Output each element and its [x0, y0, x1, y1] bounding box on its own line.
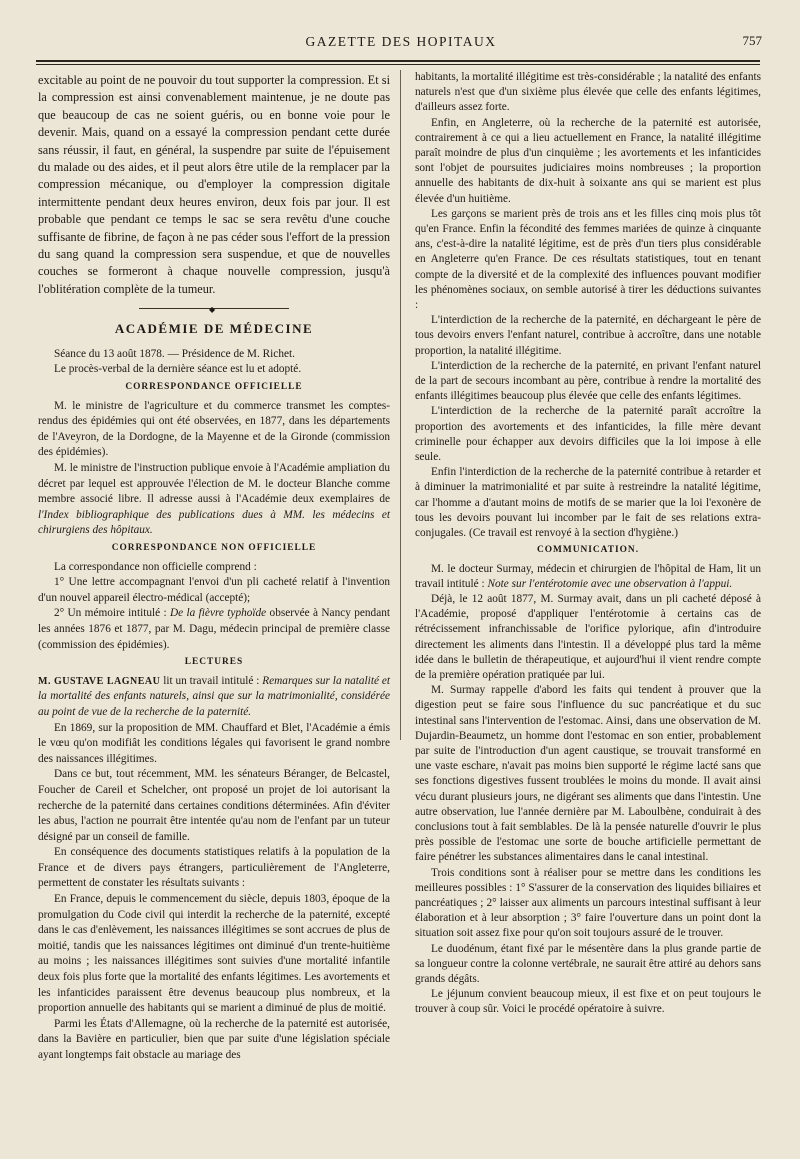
- unofficial-item-2-b: observée à Nancy pendant les années 1876 et 1877, par M. Dagu, médecin principal de première classe (commission des épidémies).: [38, 607, 390, 651]
- right-column: [415, 70, 761, 1018]
- reading-paragraph-2: En 1869, sur la proposition de MM. Chauffard et Blet, l'Académie a émis le vœu qu'on modifiât les conditions légales qui favorisent le grand nombre des naissances illégitimes.: [38, 721, 390, 765]
- page-number: 757: [742, 33, 762, 48]
- communication-paragraph-1-a: M. le docteur Surmay, médecin et chirurgien de l'hôpital de Ham, lit un travail intitulé :: [415, 562, 761, 590]
- communication-paragraph-1: [415, 562, 761, 592]
- header-rule-thin: [36, 64, 760, 65]
- note-title: Note sur l'entérotomie avec une observation à l'appui.: [487, 577, 733, 590]
- unofficial-heading: CORRESPONDANCE NON OFFICIELLE: [111, 543, 317, 553]
- unofficial-item-1: 1° Une lettre accompagnant l'envoi d'un pli cacheté relatif à l'invention d'un nouvel appareil électro-médical (accepté);: [38, 576, 390, 604]
- unofficial-intro: La correspondance non officielle comprend :: [54, 560, 257, 573]
- reading-paragraph-4: En conséquence des documents statistiques relatifs à la population de la France et de divers pays étrangers, particulièrement de l'Angleterre, permettent de constater les résultats suivants :: [38, 846, 390, 890]
- readings-heading: LECTURES: [184, 657, 244, 668]
- reading-paragraph-3: Dans ce but, tout récemment, MM. les sénateurs Béranger, de Belcastel, Foucher de Careil et Schelcher, ont proposé un projet de loi autorisant la recherche de la paternité dans certaines conditions déterminées. Afin d'éviter les abus, l'action ne pourrait être intentée qu'au nom de l'enfant par un tuteur désigné par un conseil de famille.: [38, 768, 390, 843]
- right-paragraph-1: habitants, la mortalité illégitime est très-considérable ; la natalité des enfants naturels n'est que d'un sixième plus élevée que celle des enfants légitimes, d'ailleurs assez forte.: [415, 71, 762, 114]
- memoir-title: De la fièvre typhoïde: [170, 607, 267, 620]
- right-paragraph-5: L'interdiction de la recherche de la paternité, en privant l'enfant naturel de la part de secours incombant au père, contribue à rendre la mortalité des enfants illégitimes beaucoup plus élevée que celle des enfants légitimes.: [415, 359, 761, 403]
- official-paragraph-1: M. le ministre de l'agriculture et du commerce transmet les comptes-rendus des épidémies qui ont été observées, en 1877, dans les départements de l'Aveyron, de la Dordogne, de la Mayenne et de la Gironde (commission des épidémies).: [38, 399, 390, 459]
- reading-speaker: M. GUSTAVE LAGNEAU: [38, 675, 161, 687]
- communication-heading: COMMUNICATION.: [536, 545, 640, 556]
- right-paragraph-6: L'interdiction de la recherche de la paternité paraît accroître la proportion des avortements et des infanticides, la fille mère devant criminelle pour échapper aux devoirs difficiles que la loi impose à elle seule.: [415, 405, 761, 464]
- official-paragraph-2: [38, 461, 390, 539]
- reading-paragraph-1: [38, 674, 390, 721]
- unofficial-item-2-a: 2° Un mémoire intitulé :: [54, 607, 170, 620]
- communication-paragraph-6: Le jéjunum convient beaucoup mieux, il est fixe et on peut toujours le trouver à coup sûr. Voici le procédé opératoire à suivre.: [415, 988, 761, 1016]
- section-title: ACADÉMIE DE MÉDECINE: [114, 321, 314, 337]
- reading-paragraph-5: En France, depuis le commencement du siècle, depuis 1803, époque de la promulgation du Code civil qui interdit la recherche de la paternité, excepté dans le cas d'enlèvement, les naissances illégitimes se sont accrues de plus de moitié, tandis que les naissances légitimes ont diminué d'un trente-huitième au moins ; les naissances illégitimes sont suivies d'une mortalité infantile deux fois plus forte que la mortalité des enfants légitimes. Les avortements et les infanticides paraissent être devenus beaucoup plus nombreux, et la proportion annuelle des habitants qui se marient a diminué de plus de moitié.: [38, 893, 390, 1015]
- unofficial-item-2: [38, 606, 390, 653]
- session-line: Séance du 13 août 1878. — Présidence de M. Richet.: [54, 347, 295, 360]
- communication-paragraph-4: Trois conditions sont à réaliser pour se mettre dans les conditions les meilleures possibles : 1° S'assurer de la conservation des liquides biliaires et pancréatiques ; 2° laisser aux aliments un parcours intestinal suffisant à leur élaboration et à leur absorption ; 3° faire l'ouverture dans un point dont la situation soit assez fixe pour qu'on soit toujours assuré de le trouver.: [415, 866, 761, 940]
- official-paragraph-2-text: M. le ministre de l'instruction publique envoie à l'Académie ampliation du décret par lequel est approuvée l'élection de M. le docteur Blanche comme membre associé libre. Il adresse aussi à l'Académie deux exemplaires de: [38, 462, 390, 506]
- communication-paragraph-5: Le duodénum, étant fixé par le mésentère dans la plus grande partie de sa longueur contre la colonne vertébrale, ne saurait être attiré au dehors sans grands dégâts.: [415, 942, 761, 985]
- communication-paragraph-3: M. Surmay rappelle d'abord les faits qui tendent à prouver que la digestion peut se faire sous l'influence du suc pancréatique et du suc intestinal sans l'intervention de l'estomac. Ainsi, dans une observation de M. Dujardin-Beaumetz, un homme dont l'estomac en son entier, probablement par suite de l'introduction d'un agent caustique, se trouvait transformé en une vaste eschare, n'avait pas moins bien supporté le régime lacté sans que ses fonctions digestives fussent troublées le moins du monde. Il avait ainsi vécu durant plusieurs jours, ne digérant ses aliments que dans l'intestin. Une autre observation, lue l'année dernière par M. Laboulbène, conduirait à des conclusions tout à fait semblables. De là la pensée naturelle d'ouvrir le plus près possible de l'estomac une sorte de bouche artificielle permettant de faire pénétrer les substances alimentaires dans le canal intestinal.: [415, 684, 761, 864]
- section-separator: [139, 308, 289, 309]
- header-rule: [36, 60, 760, 62]
- right-paragraph-4: L'interdiction de la recherche de la paternité, en déchargeant le père de tous devoirs envers l'enfant naturel, contribue à accroître, dans une notable proportion, la natalité illégitime.: [415, 314, 761, 357]
- right-paragraph-7: Enfin l'interdiction de la recherche de la paternité contribue à retarder et à diminuer la matrimonialité et par suite à restreindre la natalité légitime, car l'homme a d'autant moins de motifs de se marier que la loi l'exonère de tous les devoirs pouvant lui incomber par le fait de ses relations extra-conjugales. (Ce travail est renvoyé à la section d'hygiène.): [415, 466, 761, 540]
- index-title: l'Index bibliographique des publications dues à MM. les médecins et chirurgiens des hôpitaux.: [38, 508, 390, 537]
- official-heading: CORRESPONDANCE OFFICIELLE: [125, 382, 303, 393]
- intro-paragraph: excitable au point de ne pouvoir du tout supporter la compression. Et si la compression est ainsi convenablement maintenue, je ne doute pas que beaucoup de cas ne soient guéris, ou en bonne voie pour le devenir. Mais, quand on a essayé la compression pendant cette durée sans réussir, il faut, en général, la suspendre par suite de l'épuisement du malade ou des aides, et il peut alors être utile de la remplacer par la compression mécanique, ou d'employer la compression digitale intermittente pendant deux heures environ, deux fois par jour. Il est probable que pendant ce temps le sac se sera revêtu d'une couche suffisante de fibrine, de façon à ne pas céder sous l'effort de la pression du sang quand la compression sera suspendue, et que de nouvelles couches se formeront à chaque nouvelle compression, jusqu'à l'oblitération complète de la tumeur.: [38, 73, 390, 296]
- page-header: [36, 30, 766, 52]
- publication-title: GAZETTE DES HOPITAUX: [305, 34, 497, 49]
- reading-title: Remarques sur la natalité et la mortalité des enfants naturels, ainsi que sur la matrimonialité, considérée au point de vue de la recherche de la paternité.: [38, 674, 390, 718]
- reading-text: lit un travail intitulé :: [160, 674, 263, 687]
- communication-paragraph-2: Déjà, le 12 août 1877, M. Surmay avait, dans un pli cacheté déposé à l'Académie, proposé d'appliquer l'entérotomie à certains cas de rétrécissement infranchissable de l'orifice pylorique, afin d'introduire directement les aliments dans l'intestin. Il a développé plus tard la même idée dans le bulletin de thérapeutique, et aujourd'hui il vient rendre compte de la première opération pratiquée par lui.: [415, 592, 761, 681]
- right-paragraph-3: Les garçons se marient près de trois ans et les filles cinq mois plus tôt qu'en France. Enfin la fécondité des femmes mariées de quinze à cinquante ans, c'est-à-dire la natalité légitime, est de près d'un tiers plus considérable en Angleterre qu'en France. De ces résultats statistiques, tout en tenant compte de la diversité et de la complexité des influences pouvant modifier les phénomènes sociaux, on semble autorisé à tirer les déductions suivantes :: [415, 207, 761, 312]
- column-divider: [400, 70, 401, 740]
- left-column: [38, 72, 390, 1064]
- minutes-line: Le procès-verbal de la dernière séance est lu et adopté.: [54, 363, 302, 376]
- right-paragraph-2: Enfin, en Angleterre, où la recherche de la paternité est autorisée, contrairement à ce qui a lieu actuellement en France, la natalité illégitime paraît moindre de plus d'un cinquième ; les avortements et les infanticides sont l'objet de poursuites judiciaires moins nombreuses ; la proportion annuelle des habitants de dix-huit à soixante ans qui se marient est plus élevée d'un huitième.: [415, 116, 761, 205]
- reading-paragraph-6: Parmi les États d'Allemagne, où la recherche de la paternité est autorisée, dans la Bavière en particulier, bien que par suite d'une législation spéciale ayant longtemps fait obstacle au mariage des: [38, 1017, 390, 1061]
